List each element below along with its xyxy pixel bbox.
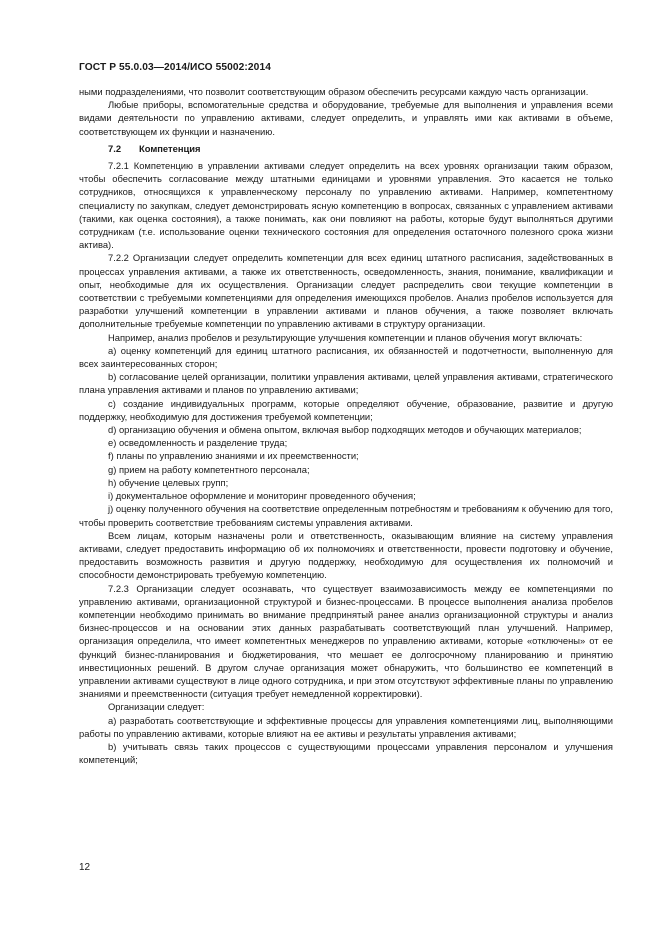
paragraph: ными подразделениями, что позволит соответствующим образом обеспечить ресурсами каждую часть организации. xyxy=(79,86,589,97)
list-item: c) создание индивидуальных программ, которые определяют обучение, образование, развитие и другую поддержку, необходимую для достижения требуемой компетенции; xyxy=(79,397,613,422)
paragraph: 7.2.2 Организации следует определить компетенции для всех единиц штатного расписания, задействованных в процессах управления активами, а также их ответственность, осведомленность, знания, понимание, квалификации и опыт, необходимые для их осуществления. Организации следует распределить свои текущие компетенции в соответствии с требуемыми компетенциями для определения имеющихся пробелов. Анализ пробелов используется для разработки улучшений компетенции в управлении активами и планов обучения, а также позволяет включать дополнительные требуемые компетенции по управлению активами в структуру организации. xyxy=(79,252,613,330)
list-item: b) учитывать связь таких процессов с существующими процессами управления персоналом и улучшения компетенций; xyxy=(79,740,613,766)
paragraph: Любые приборы, вспомогательные средства и оборудование, требуемые для выполнения и управления всеми видами деятельности по управлению активами, следует определить, и управлять ими как активами в объеме, соответствующем их функции и назначению. xyxy=(79,99,613,137)
section-heading xyxy=(79,142,613,155)
list-item: i) документальное оформление и мониторинг проведенного обучения; xyxy=(108,490,416,502)
list-item: f) планы по управлению знаниями и их преемственности; xyxy=(108,450,359,462)
list-item: d) организацию обучения и обмена опытом, включая выбор подходящих методов и обучающих материалов; xyxy=(108,424,582,436)
section-number: 7.2 xyxy=(108,142,122,154)
paragraph: 7.2.3 Организации следует осознавать, что существует взаимозависимость между ее компетенциями по управлению активами, организационной структурой и бизнес-процессами. В процессе выполнения анализа пробелов компетенции необходимо принимать во внимание предпринятый ранее анализ организационной структуры и анализ бизнес-процессов и на основании этих данных разрабатывать соответствующий план улучшений. Например, организация определила, что имеет компетентных менеджеров по управлению активами, которые «отключены» от ее функций бизнес-планирования и бюджетирования, что мешает ее долгосрочному планированию и принятию инвестиционных решений. В другом случае организация может обнаружить, что большинство ее компетенций в управлении активами существуют в лице одного сотрудника, и при этом отсутствуют эффективные планы по управлению знаниями и преемственности (ситуация требует немедленной корректировки). xyxy=(79,582,613,700)
paragraph: Всем лицам, которым назначены роли и ответственность, оказывающим влияние на систему управления активами, следует предоставить информацию об их полномочиях и ответственности, провести подготовку и обучение, предоставить возможность развития и другую поддержку, необходимую для осуществления их полномочий и способности демонстрировать требуемую компетенцию. xyxy=(79,529,613,581)
list-item: h) обучение целевых групп; xyxy=(108,476,229,488)
section-title: Компетенция xyxy=(139,142,201,154)
list-item: b) согласование целей организации, политики управления активами, целей управления активами, стратегического плана управления активами и планов по управлению активами; xyxy=(79,371,613,396)
list-item: a) разработать соответствующие и эффективные процессы для управления компетенциями лиц, выполняющими работы по управлению активами, которые влияют на ее активы и результаты управления активами; xyxy=(79,714,613,739)
paragraph: 7.2.1 Компетенцию в управлении активами следует определить на всех уровнях организации таким образом, чтобы обеспечить согласование между штатными единицами и уровнями управления. Это касается не только сотрудников, относящихся к управленческому персоналу по управлению активами. Например, компетентному специалисту по закупкам, следует демонстрировать ясную компетенцию в вопросах, связанных с управлением активами (такими, как оценка состояния), а также понимать, как они повлияют на работы, которые будут выполняться другими сотрудникам (т.е. использование оценки технического состояния для определения остаточного полезного срока жизни актива). xyxy=(79,160,613,251)
list-item: e) осведомленность и разделение труда; xyxy=(108,437,288,449)
document-body xyxy=(79,85,613,766)
paragraph: Например, анализ пробелов и результирующие улучшения компетенции и планов обучения могут включать: xyxy=(108,331,583,343)
list-item: g) прием на работу компетентного персонала; xyxy=(108,463,310,475)
list-item: a) оценку компетенций для единиц штатного расписания, их обязанностей и подотчетности, выполненную для всех заинтересованных сторон; xyxy=(79,344,613,370)
page-number: 12 xyxy=(79,862,91,873)
document-header: ГОСТ Р 55.0.03—2014/ИСО 55002:2014 xyxy=(79,62,271,73)
list-item: j) оценку полученного обучения на соответствие определенным потребностям и требованиям к обучению для того, чтобы проверить соответствие требованиям системы управления активами. xyxy=(79,503,613,528)
paragraph: Организации следует: xyxy=(108,701,205,713)
